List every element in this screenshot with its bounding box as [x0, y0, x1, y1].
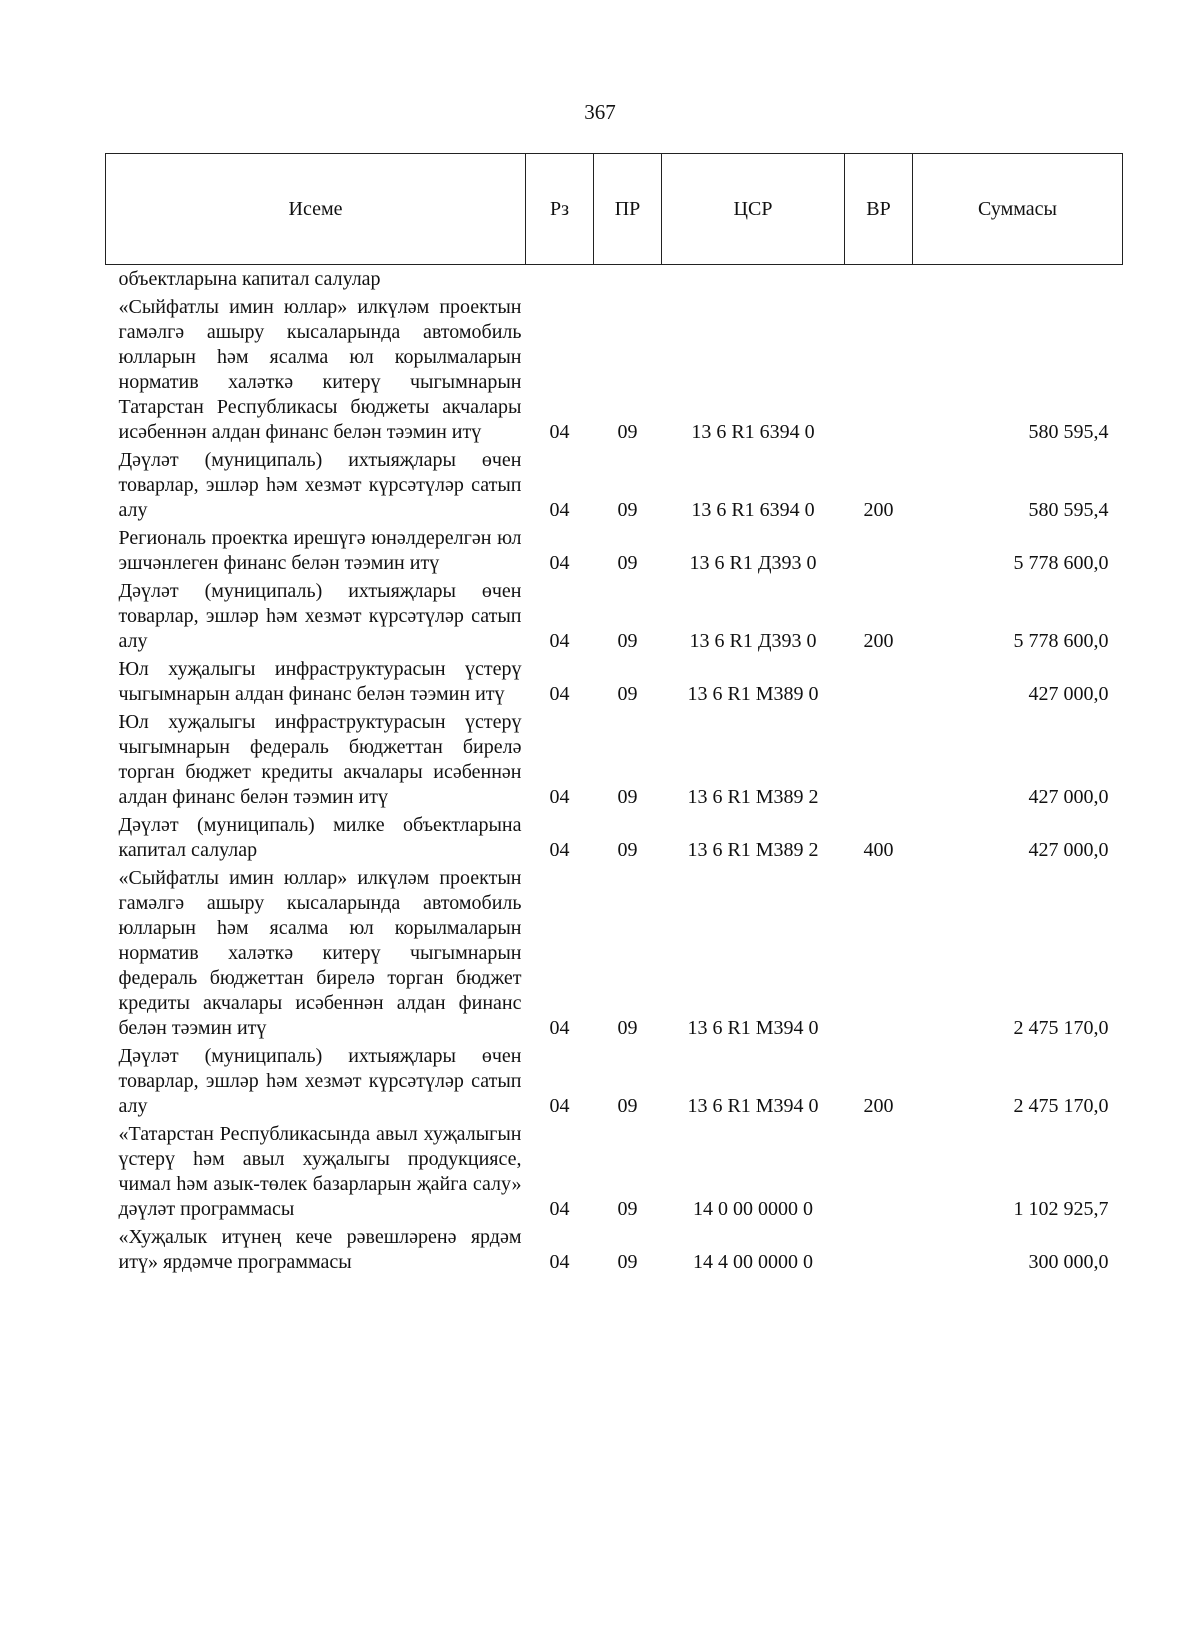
- row-pr: 09: [617, 499, 638, 521]
- row-vr: 200: [863, 630, 894, 652]
- header-csr: ЦСР: [662, 154, 845, 265]
- row-sum: 427 000,0: [1028, 786, 1109, 808]
- row-name: Юл хуҗалыгы инфраструктурасын үстерү чыгымнарын федераль бюджеттан бирелә торган бюджет кредиты акчалары исәбеннән алдан финанс белән тәэмин итү: [118, 711, 522, 808]
- row-sum: [913, 265, 1123, 296]
- row-pr: 09: [617, 630, 638, 652]
- row-vr: [845, 526, 913, 579]
- row-csr: 13 6 R1 6394 0: [691, 499, 815, 521]
- table-row: [106, 657, 1123, 710]
- row-rz: 04: [549, 1017, 570, 1039]
- row-sum: 580 595,4: [1028, 499, 1109, 521]
- row-rz: 04: [549, 499, 570, 521]
- row-sum: 5 778 600,0: [1013, 630, 1109, 652]
- row-csr: 14 4 00 0000 0: [693, 1251, 813, 1273]
- row-name: Дәүләт (муниципаль) ихтыяҗлары өчен товарлар, эшләр һәм хезмәт күрсәтүләр сатып алу: [118, 580, 522, 652]
- table-row: [106, 579, 1123, 657]
- table-row: [106, 1122, 1123, 1225]
- row-csr: 13 6 R1 Д393 0: [689, 552, 817, 574]
- row-sum: 300 000,0: [1028, 1251, 1109, 1273]
- row-rz: 04: [549, 421, 570, 443]
- header-pr: ПР: [594, 154, 662, 265]
- header-name: Исеме: [106, 154, 526, 265]
- row-name: Дәүләт (муниципаль) ихтыяҗлары өчен товарлар, эшләр һәм хезмәт күрсәтүләр сатып алу: [118, 449, 522, 521]
- row-pr: 09: [617, 683, 638, 705]
- row-vr: 400: [863, 839, 894, 861]
- row-vr: [845, 866, 913, 1044]
- row-sum: 2 475 170,0: [1013, 1017, 1109, 1039]
- row-vr: [845, 1122, 913, 1225]
- row-sum: 427 000,0: [1028, 683, 1109, 705]
- row-rz: 04: [549, 683, 570, 705]
- row-name: объектларына капитал салулар: [118, 268, 381, 290]
- row-vr: 200: [863, 499, 894, 521]
- table-row: [106, 295, 1123, 448]
- page-number: 367: [584, 100, 616, 124]
- row-pr: 09: [617, 552, 638, 574]
- row-pr: 09: [617, 421, 638, 443]
- row-csr: 14 0 00 0000 0: [693, 1198, 813, 1220]
- row-name: «Сыйфатлы имин юллар» илкүләм проектын гамәлгә ашыру кысаларында автомобиль юлларын һәм ясалма юл корылмаларын норматив халәткә китерү чыгымнарын федераль бюджеттан бирелә торган бюджет кредиты акчалары исәбеннән алдан финанс белән тәэмин итү: [118, 867, 522, 1039]
- row-csr: 13 6 R1 M389 2: [687, 839, 819, 861]
- table-header-row: [106, 154, 1123, 265]
- row-vr: 200: [863, 1095, 894, 1117]
- table-row: [106, 710, 1123, 813]
- row-csr: [662, 265, 845, 296]
- row-sum: 427 000,0: [1028, 839, 1109, 861]
- row-vr: [845, 657, 913, 710]
- row-vr: [845, 1225, 913, 1278]
- row-name: Дәүләт (муниципаль) милке объектларына капитал салулар: [118, 814, 522, 861]
- table-row: [106, 526, 1123, 579]
- row-vr: [845, 710, 913, 813]
- row-pr: [594, 265, 662, 296]
- row-name: Дәүләт (муниципаль) ихтыяҗлары өчен товарлар, эшләр һәм хезмәт күрсәтүләр сатып алу: [118, 1045, 522, 1117]
- row-rz: 04: [549, 552, 570, 574]
- table-row: [106, 1044, 1123, 1122]
- row-pr: 09: [617, 1251, 638, 1273]
- row-name: «Сыйфатлы имин юллар» илкүләм проектын гамәлгә ашыру кысаларында автомобиль юлларын һәм ясалма юл корылмаларын норматив халәткә китерү чыгымнарын Татарстан Республикасы бюджеты акчалары исәбеннән алдан финанс белән тәэмин итү: [118, 296, 522, 443]
- table-row: [106, 265, 1123, 296]
- row-pr: 09: [617, 1017, 638, 1039]
- row-rz: 04: [549, 1198, 570, 1220]
- row-sum: 2 475 170,0: [1013, 1095, 1109, 1117]
- row-rz: 04: [549, 1251, 570, 1273]
- table-row: [106, 813, 1123, 866]
- row-rz: 04: [549, 1095, 570, 1117]
- row-rz: 04: [549, 786, 570, 808]
- row-name: Юл хуҗалыгы инфраструктурасын үстерү чыгымнарын алдан финанс белән тәэмин итү: [118, 658, 522, 705]
- row-sum: 5 778 600,0: [1013, 552, 1109, 574]
- row-name: «Татарстан Республикасында авыл хуҗалыгын үстерү һәм авыл хуҗалыгы продукциясе, чимал һәм азык-төлек базарларын җайга салу» дәүләт программасы: [118, 1123, 522, 1220]
- row-pr: 09: [617, 839, 638, 861]
- row-vr: [845, 265, 913, 296]
- row-sum: 580 595,4: [1028, 421, 1109, 443]
- row-name: Региональ проектка ирешүгә юнәлдерелгән юл эшчәнлеген финанс белән тәэмин итү: [118, 527, 522, 574]
- table-row: [106, 1225, 1123, 1278]
- table-row: [106, 448, 1123, 526]
- row-rz: 04: [549, 839, 570, 861]
- table-row: [106, 866, 1123, 1044]
- budget-table: [105, 153, 1123, 1278]
- row-sum: 1 102 925,7: [1013, 1198, 1109, 1220]
- row-pr: 09: [617, 1095, 638, 1117]
- row-vr: [845, 295, 913, 448]
- row-name: «Хуҗалык итүнең кече рәвешләренә ярдәм итү» ярдәмче программасы: [118, 1226, 522, 1273]
- row-csr: 13 6 R1 M394 0: [687, 1017, 819, 1039]
- row-rz: [526, 265, 594, 296]
- row-rz: 04: [549, 630, 570, 652]
- row-pr: 09: [617, 786, 638, 808]
- row-csr: 13 6 R1 M389 0: [687, 683, 819, 705]
- header-sum: Суммасы: [913, 154, 1123, 265]
- header-rz: Рз: [526, 154, 594, 265]
- row-pr: 09: [617, 1198, 638, 1220]
- row-csr: 13 6 R1 Д393 0: [689, 630, 817, 652]
- row-csr: 13 6 R1 M389 2: [687, 786, 819, 808]
- row-csr: 13 6 R1 M394 0: [687, 1095, 819, 1117]
- header-vr: ВР: [845, 154, 913, 265]
- row-csr: 13 6 R1 6394 0: [691, 421, 815, 443]
